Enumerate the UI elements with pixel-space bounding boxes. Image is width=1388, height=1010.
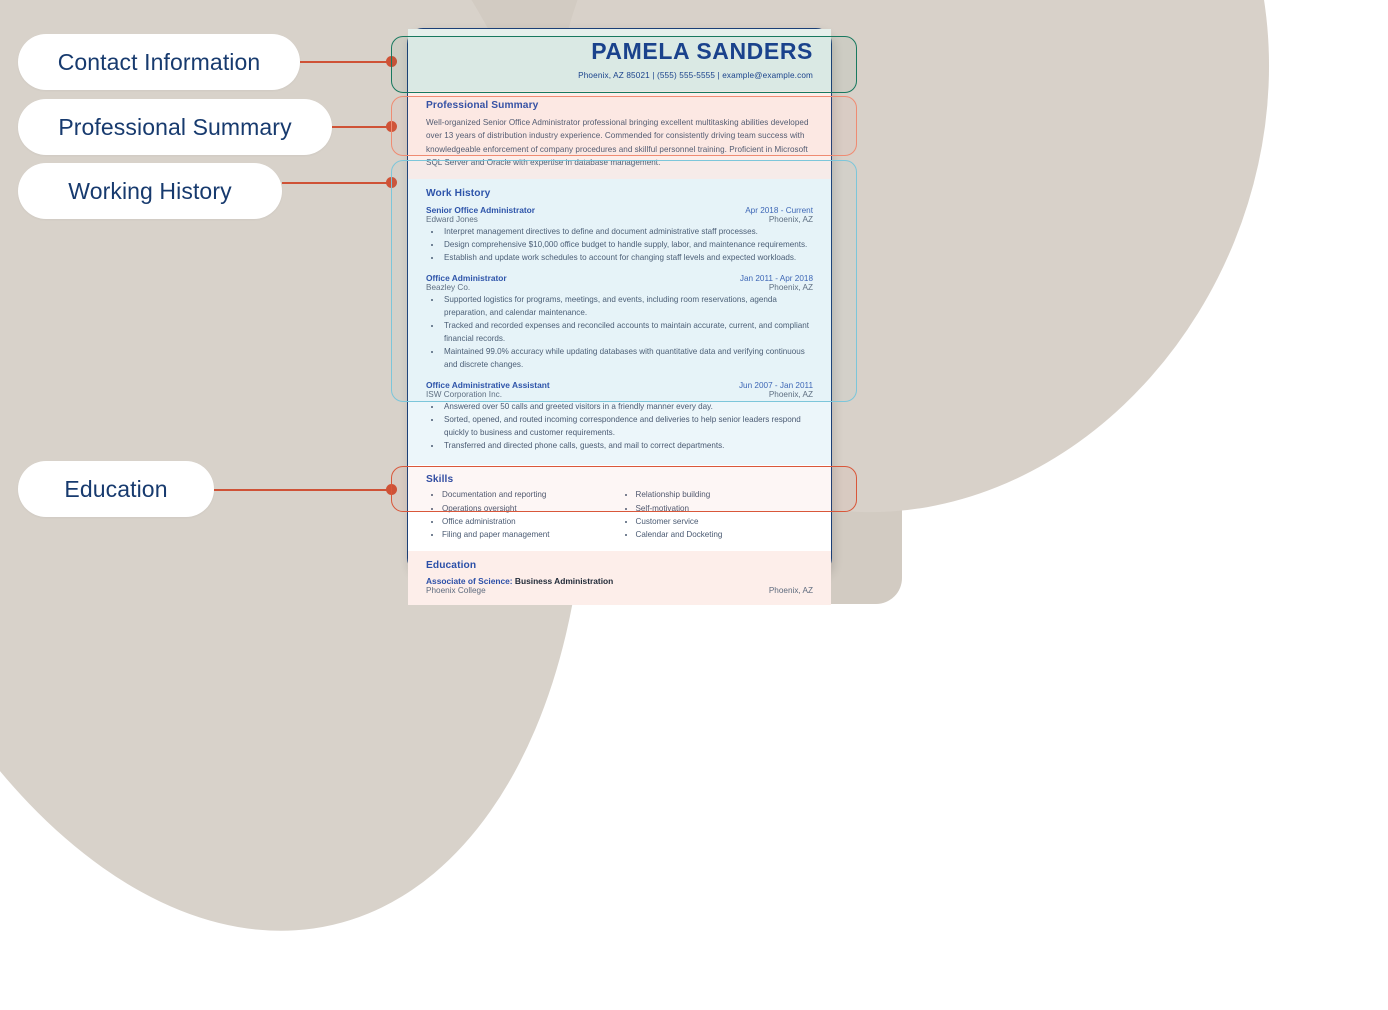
callout-working-history[interactable] [18, 163, 282, 219]
resume-section-professional-summary [408, 91, 831, 178]
skills-column-right [636, 488, 814, 540]
education-school-name: Phoenix College [426, 585, 486, 595]
education-school-row [426, 586, 813, 595]
work-history-entry-title-row [426, 273, 813, 283]
skills-columns [426, 488, 813, 540]
work-history-bullet-list [442, 401, 813, 453]
resume-candidate-name: PAMELA SANDERS [591, 38, 813, 64]
work-history-entry-company-row [426, 390, 813, 399]
work-history-entry-title-row [426, 205, 813, 215]
leader-line-professional-summary [332, 126, 392, 129]
work-history-location: Phoenix, AZ [768, 283, 813, 293]
work-history-bullet: • Design comprehensive $10,000 office budget to handle supply, labor, and maintenance requirements. [442, 239, 813, 252]
work-history-entry-title-row [426, 380, 813, 390]
work-history-entry-company-row [426, 215, 813, 224]
work-history-bullet: • Supported logistics for programs, meetings, and events, including room reservations, agenda preparation, and calendar maintenance. [442, 294, 813, 320]
resume-header-contact-block [408, 29, 831, 91]
education-degree-line [426, 576, 813, 586]
section-heading-education: Education [426, 559, 477, 571]
work-history-bullet: • Answered over 50 calls and greeted visitors in a friendly manner every day. [442, 401, 813, 414]
work-history-job-dates: Jun 2007 - Jan 2011 [738, 380, 813, 390]
work-history-company-name: Edward Jones [426, 214, 478, 224]
callout-professional-summary-label: Professional Summary [58, 113, 292, 140]
work-history-bullet: • Establish and update work schedules to account for changing staff levels and expected workloads. [442, 252, 813, 265]
work-history-job-title: Senior Office Administrator [426, 204, 536, 215]
work-history-bullet: • Tracked and recorded expenses and reconciled accounts to maintain accurate, current, and compliant financial records. [442, 320, 813, 346]
section-heading-skills: Skills [426, 474, 454, 486]
work-history-company-name: Beazley Co. [426, 283, 471, 293]
work-history-location: Phoenix, AZ [768, 389, 813, 399]
work-history-bullet: • Maintained 99.0% accuracy while updating databases with quantitative data and verifying continuous and discrete changes. [442, 346, 813, 372]
education-degree-separator: : [509, 575, 515, 586]
skill-list-item: • Calendar and Docketing [636, 528, 814, 541]
skill-list-item: • Documentation and reporting [442, 488, 620, 501]
work-history-location: Phoenix, AZ [768, 214, 813, 224]
work-history-company-name: ISW Corporation Inc. [426, 389, 502, 399]
connector-dot-education [386, 484, 397, 495]
skill-list-item: • Filing and paper management [442, 528, 620, 541]
work-history-job-dates: Apr 2018 - Current [745, 205, 813, 215]
skill-list-item: • Office administration [442, 515, 620, 528]
work-history-bullet-list [442, 294, 813, 372]
connector-dot-contact-information [386, 56, 397, 67]
leader-line-contact-information [300, 61, 392, 64]
work-history-bullet: • Transferred and directed phone calls, guests, and mail to correct departments. [442, 440, 813, 453]
skill-list-item: • Self-motivation [636, 502, 814, 515]
callout-working-history-label: Working History [68, 177, 232, 204]
callout-contact-information-label: Contact Information [57, 48, 261, 75]
connector-dot-professional-summary [386, 121, 397, 132]
callout-contact-information[interactable] [18, 34, 300, 90]
connector-dot-working-history [386, 177, 397, 188]
screenshot-stage [0, 0, 902, 604]
work-history-entry [426, 205, 813, 265]
callout-professional-summary[interactable] [18, 99, 332, 155]
work-history-bullet-list [442, 226, 813, 265]
skill-list-item: • Relationship building [636, 488, 814, 501]
section-heading-professional-summary: Professional Summary [426, 100, 539, 112]
work-history-job-title: Office Administrative Assistant [426, 379, 550, 390]
professional-summary-text: Well-organized Senior Office Administrator professional bringing excellent multitasking abilities developed over 13 years of distribution industry experience. Commended for consistently driving team success with knowledgeable enforcement of company procedures and skillful personnel training. Proficient in Microsoft SQL Server and Oracle with expertise in database management. [426, 118, 809, 167]
resume-section-education [408, 551, 831, 605]
skills-column-left [442, 488, 620, 540]
callout-education[interactable] [18, 461, 214, 517]
work-history-entry [426, 380, 813, 453]
work-history-bullet: • Interpret management directives to define and document administrative staff processes. [442, 226, 813, 239]
work-history-job-dates: Jan 2011 - Apr 2018 [739, 274, 813, 284]
work-history-job-list [426, 205, 813, 453]
skill-list-item: • Operations oversight [442, 502, 620, 515]
work-history-entry [426, 273, 813, 372]
skill-list-item: • Customer service [636, 515, 814, 528]
section-heading-work-history: Work History [426, 187, 491, 199]
resume-document-card [407, 28, 832, 595]
education-location: Phoenix, AZ [768, 585, 813, 595]
leader-line-working-history [282, 182, 392, 185]
resume-contact-line: Phoenix, AZ 85021 | (555) 555-5555 | example@example.com [578, 71, 813, 81]
education-degree-prefix: Associate of Science [426, 575, 510, 586]
resume-section-skills [408, 465, 831, 550]
work-history-entry-company-row [426, 283, 813, 292]
work-history-bullet: • Sorted, opened, and routed incoming correspondence and deliveries to help senior leaders respond quickly to business and customer requirements. [442, 414, 813, 440]
work-history-job-title: Office Administrator [426, 273, 507, 284]
resume-section-work-history [408, 179, 831, 466]
leader-line-education [214, 489, 392, 492]
callout-education-label: Education [64, 475, 168, 502]
education-major: Business Administration [514, 575, 614, 586]
